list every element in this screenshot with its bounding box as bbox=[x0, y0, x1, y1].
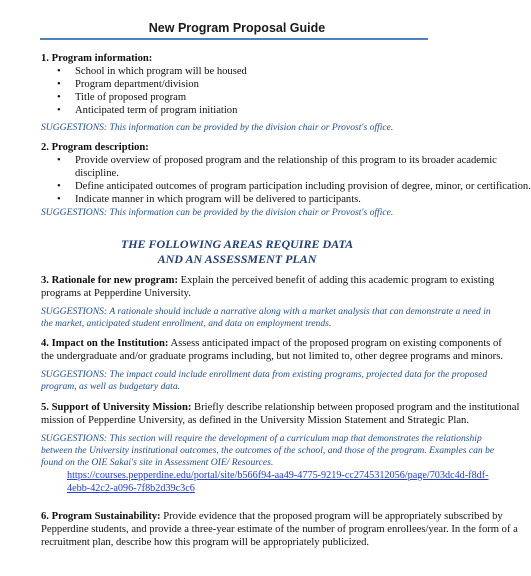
section-4-heading: 4. Impact on the Institution: bbox=[41, 338, 169, 349]
section-3-line-1: 3. Rationale for new program: Explain the perceived benefit of adding this academic program to existing bbox=[41, 275, 495, 286]
section-5-line-2: mission of Pepperdine University, as defined in the University Mission Statement and Strategic Plan. bbox=[41, 415, 469, 426]
data-banner-line-2: AND AN ASSESSMENT PLAN bbox=[157, 252, 317, 266]
section-6-line-2: Pepperdine students, and provide a three-year estimate of the number of program enrollees/year. In the form of a bbox=[41, 524, 518, 535]
section-4-line-2: the undergraduate and/or graduate programs including, but not limited to, other degree programs and minors. bbox=[41, 351, 503, 362]
bullet-icon: • bbox=[57, 155, 61, 166]
bullet-icon: • bbox=[57, 181, 61, 192]
section-6-line-1: 6. Program Sustainability: Provide evidence that the proposed program will be appropriately subscribed by bbox=[41, 511, 503, 522]
section-3-suggestion-1: SUGGESTIONS: A rationale should include a narrative along with a market analysis that can demonstrate a need in bbox=[41, 306, 491, 317]
section-5-heading: 5. Support of University Mission: bbox=[41, 402, 192, 413]
section-4-suggestion-2: program, as well as budgetary data. bbox=[41, 381, 181, 392]
data-banner-line-1: THE FOLLOWING AREAS REQUIRE DATA bbox=[120, 237, 354, 251]
bullet-icon: • bbox=[57, 79, 61, 90]
section-5-line-1: 5. Support of University Mission: Briefly describe relationship between proposed program and the institutional bbox=[41, 402, 520, 413]
bullet-icon: • bbox=[57, 105, 61, 116]
section-2-heading: 2. Program description: bbox=[41, 142, 149, 153]
section-6-heading: 6. Program Sustainability: bbox=[41, 511, 161, 522]
resources-link-continuation[interactable]: 4ebb-42c2-a096-7f8b2d39c3c6 bbox=[67, 483, 195, 494]
section-3-heading: 3. Rationale for new program: bbox=[41, 275, 179, 286]
section-5-suggestion-2: between the University institutional outcomes, the outcomes of the school, and those of the program. Examples can be bbox=[41, 445, 495, 456]
page-title: New Program Proposal Guide bbox=[148, 21, 326, 35]
section-1-heading: 1. Program information: bbox=[41, 53, 153, 64]
resources-link[interactable]: https://courses.pepperdine.edu/portal/site/b566f94-aa49-4775-9219-cc2745312056/page/703dc4d-f8df- bbox=[67, 470, 489, 481]
section-4-line-1: 4. Impact on the Institution: Assess anticipated impact of the proposed program on existing components of bbox=[41, 338, 502, 349]
section-6-line-3: recruitment plan, describe how this program will be appropriately publicized. bbox=[41, 537, 370, 548]
title-rule bbox=[40, 38, 428, 40]
bullet-icon: • bbox=[57, 92, 61, 103]
document-page: New Program Proposal Guide 1. Program information: • School in which program will be housed • Program department/division • Title of proposed program • Anticipated term of program initiation SUGGESTIONS: This information can be provided by the division chair or Provost's office. 2. Program description: • Provide overview of proposed program and the relationship of this program to its broader academic discipline. • Define anticipated outcomes of program participation including provision of degree, minor, or certification. • Indicate manner in which program will be delivered to participants. SUGGESTIONS: This information can be provided by the division chair or Provost's office. THE FOLLOWING AREAS REQUIRE DATA AND AN ASSESSMENT PLAN 3. Rationale for new program: Explain the perceived benefit of adding this academic program to existing programs at Pepperdine University. SUGGESTIONS: A rationale should include a narrative along with a market analysis that can demonstrate a need in the market, anticipated student enrollment, and data on employment trends. 4. Impact on the Institution: Assess anticipated impact of the proposed program on existing components of the undergraduate and/or graduate programs including, but not limited to, other degree programs and minors. SUGGESTIONS: The impact could include enrollment data from existing programs, projected data for the proposed program, as well as budgetary data. 5. Support of University Mission: Briefly describe relationship between proposed program and the institutional mission of Pepperdine University, as defined in the University Mission Statement and Strategic Plan. SUGGESTIONS: This section will require the development of a curriculum map that demonstrates the relationship between the University institutional outcomes, the outcomes of the school, and those of the program. Examples can be found on the OIE Sakai's site in Assessment OIE/ Resources. https://courses.pepperdine.edu/portal/site/b566f94-aa49-4775-9219-cc2745312056/page/703dc4d-f8df- 4ebb-42c2-a096-7f8b2d39c3c6 6. Program Sustainability: Provide evidence that the proposed program will be appropriately subscribed by Pepperdine students, and provide a three-year estimate of the number of program enrollees/year. In the form of a recruitment plan, describe how this program will be appropriately publicized. bbox=[0, 0, 474, 576]
section-1-suggestion: SUGGESTIONS: This information can be provided by the division chair or Provost's office. bbox=[41, 122, 394, 133]
section-2-suggestion: SUGGESTIONS: This information can be provided by the division chair or Provost's office. bbox=[41, 207, 394, 218]
section-3-line-2: programs at Pepperdine University. bbox=[41, 288, 191, 299]
section-5-suggestion-1: SUGGESTIONS: This section will require the development of a curriculum map that demonstrates the relationship bbox=[41, 433, 482, 444]
bullet-icon: • bbox=[57, 66, 61, 77]
section-5-suggestion-3: found on the OIE Sakai's site in Assessment OIE/ Resources. bbox=[41, 457, 274, 468]
section-2-bullet-continuation: discipline. bbox=[75, 168, 119, 179]
section-4-suggestion-1: SUGGESTIONS: The impact could include enrollment data from existing programs, projected data for the proposed bbox=[41, 369, 488, 380]
section-3-suggestion-2: the market, anticipated student enrollment, and data on employment trends. bbox=[41, 318, 332, 329]
bullet-icon: • bbox=[57, 194, 61, 205]
